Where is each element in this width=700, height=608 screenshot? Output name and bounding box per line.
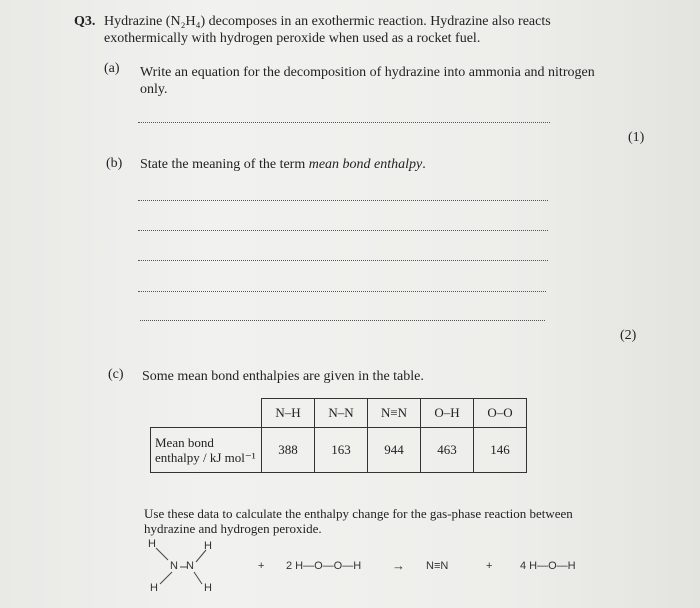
answer-line-b3[interactable] — [138, 260, 548, 261]
table-value-cell: 463 — [421, 428, 474, 473]
part-c-instruction-line1: Use these data to calculate the enthalpy change for the gas-phase reaction between — [144, 506, 573, 521]
hydrazine-atom: H — [204, 540, 212, 552]
table-header-cell: N–H — [262, 399, 315, 428]
table-header-row — [151, 399, 527, 428]
table-row — [151, 428, 527, 473]
table-header-cell: O–O — [474, 399, 527, 428]
hydrazine-atom: H — [150, 582, 158, 594]
part-b-text-suffix: . — [422, 157, 426, 172]
hydrazine-atom: H — [148, 538, 156, 550]
hydrazine-structure — [140, 538, 220, 598]
bond-enthalpy-table — [150, 398, 527, 473]
part-c-instruction-line2: hydrazine and hydrogen peroxide. — [144, 521, 322, 536]
part-c-label: (c) — [108, 367, 124, 382]
part-b-label: (b) — [106, 156, 123, 171]
equation-reactant-2: 2 H—O—O—H — [286, 560, 362, 572]
equation-product-2: 4 H—O—H — [520, 560, 576, 572]
equation-arrow: → — [392, 558, 405, 573]
table-value-cell: 944 — [368, 428, 421, 473]
answer-line-b5[interactable] — [140, 320, 545, 321]
question-number: Q3. — [74, 14, 96, 29]
row-label-line2: enthalpy / kJ mol⁻¹ — [155, 450, 256, 465]
part-b-term: mean bond enthalpy — [308, 157, 423, 172]
table-corner-cell — [151, 399, 262, 428]
table-row-label — [151, 428, 262, 473]
part-a-marks: (1) — [628, 130, 645, 145]
equation-plus-1: + — [258, 560, 265, 572]
table-header-cell: N≡N — [368, 399, 421, 428]
table-header-cell: O–H — [421, 399, 474, 428]
part-a-label: (a) — [104, 61, 120, 76]
part-a-text-line2: only. — [140, 82, 168, 97]
equation-product-1: N≡N — [426, 560, 449, 572]
part-b-marks: (2) — [620, 328, 637, 343]
answer-line-b4[interactable] — [138, 291, 546, 292]
answer-line-b2[interactable] — [138, 230, 548, 231]
table-value-cell: 146 — [474, 428, 527, 473]
question-intro-line2: exothermically with hydrogen peroxide when used as a rocket fuel. — [104, 31, 481, 46]
row-label-line1: Mean bond — [155, 435, 214, 450]
hydrazine-atom: H — [204, 582, 212, 594]
table-header-cell: N–N — [315, 399, 368, 428]
part-c-text: Some mean bond enthalpies are given in the table. — [142, 369, 424, 384]
table-value-cell: 163 — [315, 428, 368, 473]
hydrazine-atom: N — [170, 560, 178, 572]
question-intro-line1: Hydrazine (N₂H₄) decomposes in an exothermic reaction. Hydrazine also reacts — [104, 14, 551, 29]
part-a-text-line1: Write an equation for the decomposition of hydrazine into ammonia and nitrogen — [140, 65, 595, 80]
hydrazine-atom: N — [186, 560, 194, 572]
table-value-cell: 388 — [262, 428, 315, 473]
part-b-text-prefix: State the meaning of the term — [140, 157, 309, 172]
equation-plus-2: + — [486, 560, 493, 572]
answer-line-a[interactable] — [138, 122, 550, 123]
part-b-text — [140, 156, 426, 173]
answer-line-b1[interactable] — [138, 200, 548, 201]
